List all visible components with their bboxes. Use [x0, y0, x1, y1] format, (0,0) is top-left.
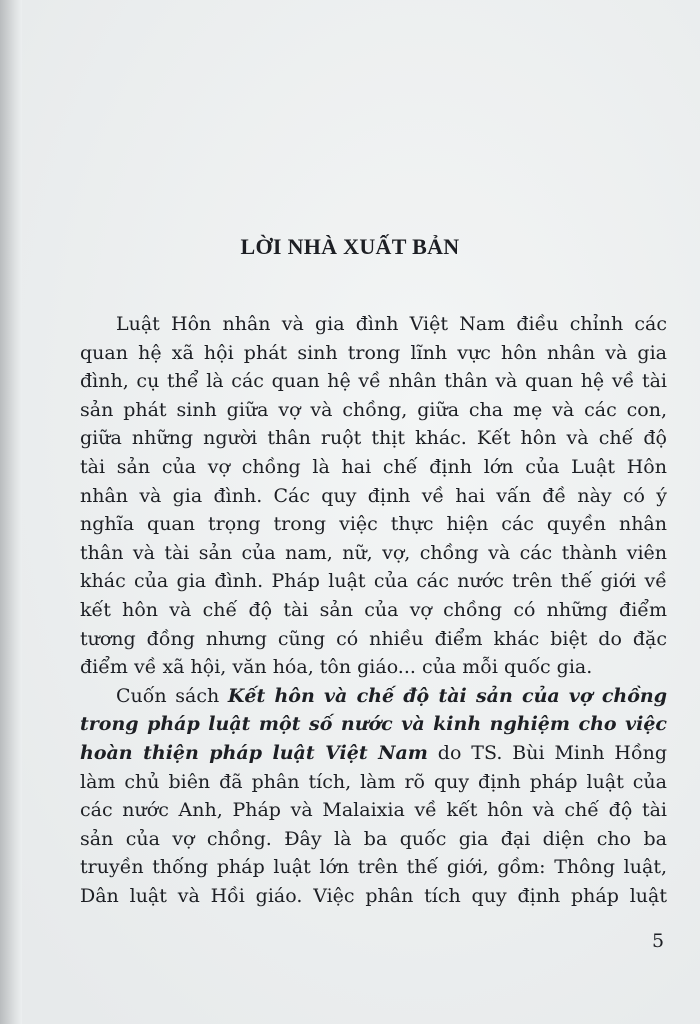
text-line: sản phát sinh giữa vợ và chồng, giữa cha mẹ và các con,	[80, 398, 667, 421]
book-title-text: trong pháp luật một số nước và kinh nghiệm cho việc	[80, 713, 667, 736]
text-plain: Cuốn sách	[116, 684, 228, 707]
text-line: tài sản của vợ chồng là hai chế định lớn của Luật Hôn	[80, 455, 667, 478]
text-line: Dân luật và Hồi giáo. Việc phân tích quy định pháp luật	[80, 884, 667, 907]
text-line: tương đồng nhưng cũng có nhiều điểm khác biệt do đặc	[80, 627, 667, 650]
text-line: Luật Hôn nhân và gia đình Việt Nam điều chỉnh các	[116, 313, 667, 335]
text-line: kết hôn và chế độ tài sản của vợ chồng có những điểm	[80, 598, 667, 621]
text-line: các nước Anh, Pháp và Malaixia về kết hôn và chế độ tài	[80, 799, 667, 822]
book-title-text: hoàn thiện pháp luật Việt Nam	[80, 741, 428, 764]
text-line: quan hệ xã hội phát sinh trong lĩnh vực hôn nhân và gia	[80, 341, 667, 364]
text-line: giữa những người thân ruột thịt khác. Kết hôn và chế độ	[80, 427, 667, 450]
text-line: làm chủ biên đã phân tích, làm rõ quy định pháp luật của	[80, 770, 667, 793]
text-line: nghĩa quan trọng trong việc thực hiện các quyền nhân	[80, 513, 667, 536]
text-line: sản của vợ chồng. Đây là ba quốc gia đại diện cho ba	[80, 827, 667, 850]
body-text	[80, 310, 667, 910]
text-line: khác của gia đình. Pháp luật của các nước trên thế giới về	[80, 570, 667, 593]
text-line	[80, 739, 667, 768]
book-title-text: Kết hôn và chế độ tài sản của vợ chồng	[227, 684, 668, 707]
page-number: 5	[652, 930, 665, 952]
page-heading: LỜI NHÀ XUẤT BẢN	[240, 234, 460, 259]
text-line: đình, cụ thể là các quan hệ về nhân thân và quan hệ về tài	[80, 370, 667, 393]
page-gutter-shadow	[0, 0, 22, 1024]
text-line: truyền thống pháp luật lớn trên thế giới, gồm: Thông luật,	[80, 856, 667, 879]
text-line	[80, 682, 667, 711]
text-plain: do TS. Bùi Minh Hồng	[427, 741, 667, 764]
text-line: nhân và gia đình. Các quy định về hai vấn đề này có ý	[80, 484, 667, 507]
text-line: thân và tài sản của nam, nữ, vợ, chồng và các thành viên	[80, 541, 667, 564]
text-line: điểm về xã hội, văn hóa, tôn giáo... của mỗi quốc gia.	[80, 656, 593, 679]
